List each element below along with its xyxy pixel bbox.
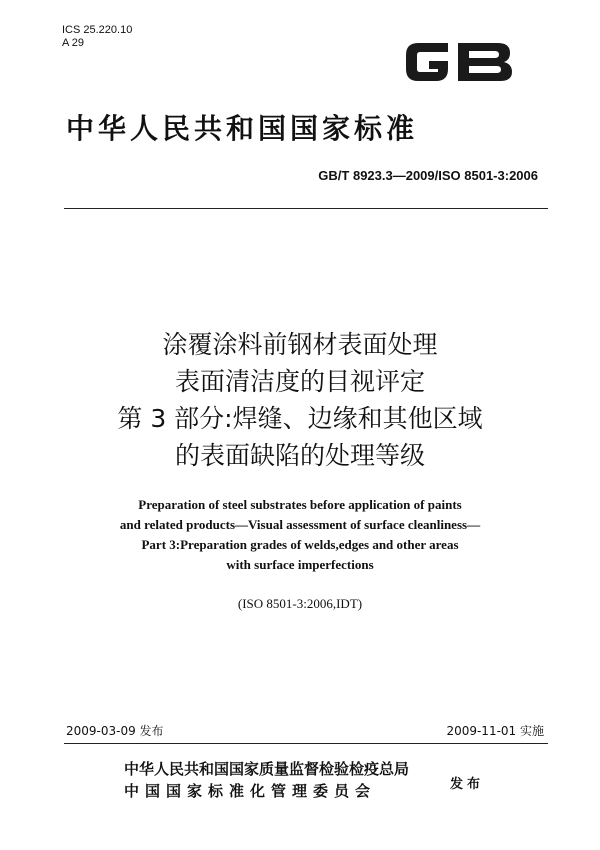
standard-category-title: 中华人民共和国国家标准 (66, 112, 419, 145)
issuer-sac: 中国国家标准化管理委员会 (124, 782, 377, 800)
chinese-title-line-2: 表面清洁度的目视评定 (174, 367, 425, 396)
standard-number: GB/T 8923.3—2009/ISO 8501-3:2006 (318, 168, 538, 183)
classification-codes (62, 24, 132, 50)
publish-label: 发布 (450, 777, 485, 792)
issuing-authorities (124, 758, 409, 802)
iso-equivalence: (ISO 8501-3:2006,IDT) (237, 596, 363, 611)
english-title-line-1: Preparation of steel substrates before application of paints (138, 497, 462, 512)
chinese-title-line-4: 的表面缺陷的处理等级 (174, 441, 425, 470)
top-divider (64, 208, 548, 209)
bottom-divider (64, 743, 548, 744)
english-title (0, 495, 600, 575)
issue-date: 2009-03-09 发布 (66, 724, 164, 738)
english-title-line-3: Part 3:Preparation grades of welds,edges and other areas (141, 537, 459, 552)
chinese-title-line-1: 涂覆涂料前钢材表面处理 (162, 330, 438, 359)
chinese-title (0, 326, 600, 474)
ics-code: ICS 25.220.10 (62, 24, 133, 36)
logo-letter-g (406, 43, 448, 81)
implementation-date: 2009-11-01 实施 (446, 724, 544, 738)
chinese-title-line-3: 第 3 部分:焊缝、边缘和其他区域 (117, 404, 483, 433)
english-title-line-2: and related products—Visual assessment of surface cleanliness— (119, 517, 481, 532)
ccs-code: A 29 (62, 37, 85, 49)
gb-logo (398, 34, 520, 90)
logo-text: GB (458, 88, 460, 89)
logo-letter-b (458, 43, 512, 81)
issuer-aqsiq: 中华人民共和国国家质量监督检验检疫总局 (124, 760, 410, 778)
english-title-line-4: with surface imperfections (226, 557, 374, 572)
